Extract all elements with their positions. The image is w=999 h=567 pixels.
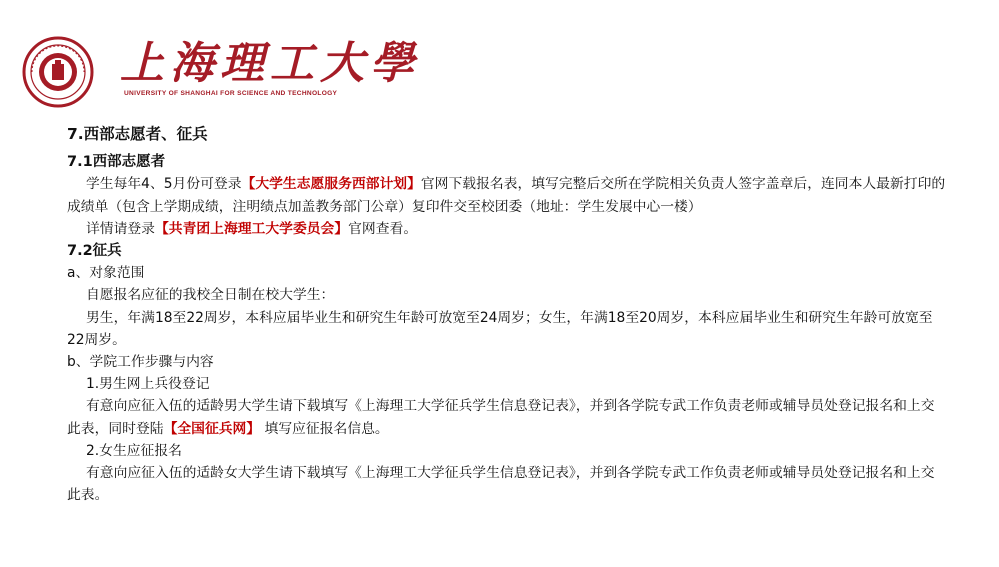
highlight-link: 【共青团上海理工大学委员会】 — [154, 220, 349, 237]
item-title: b、学院工作步骤与内容 — [67, 354, 214, 371]
paragraph: 自愿报名应征的我校全日制在校大学生： — [86, 287, 335, 304]
paragraph: 有意向应征入伍的适龄女大学生请下载填写《上海理工大学征兵学生信息登记表》，并到各学院专武工作负责老师或辅导员处登记报名和上交此表。 — [67, 465, 935, 504]
paragraph-text: 详情请登录 — [86, 220, 155, 237]
step-title: 1.男生网上兵役登记 — [86, 376, 210, 393]
university-seal-icon — [22, 36, 94, 108]
paragraph-text: 学生每年4、5月份可登录 — [86, 176, 242, 193]
paragraph: 男生，年满18至22周岁，本科应届毕业生和研究生年龄可放宽至24周岁；女生，年满18至20周岁，本科应届毕业生和研究生年龄可放宽至22周岁。 — [67, 309, 933, 348]
paragraph-text: 有意向应征入伍的适龄男大学生请下载填写《上海理工大学征兵学生信息登记表》，并到各学院专武工作负责老师或辅导员处登记报名和上交此表，同时登陆 — [67, 398, 935, 437]
logo-chinese-name: 上海理工大學 — [120, 38, 420, 89]
paragraph — [67, 173, 947, 217]
subsection-title: 7.1西部志愿者 — [67, 154, 166, 171]
paragraph — [67, 395, 947, 439]
university-header — [22, 36, 442, 110]
paragraph-text: 填写应征报名信息。 — [260, 420, 389, 437]
item-title: a、对象范围 — [67, 265, 145, 282]
document-body — [67, 123, 947, 506]
highlight-link: 【大学生志愿服务西部计划】 — [241, 176, 421, 193]
highlight-link: 【全国征兵网】 — [163, 420, 261, 437]
section-title: 7.西部志愿者、征兵 — [67, 125, 208, 143]
logo-english-name: UNIVERSITY OF SHANGHAI FOR SCIENCE AND TECHNOLOGY — [124, 90, 338, 97]
paragraph-text: 官网下载报名表，填写完整后交所在学院相关负责人签字盖章后，连同本人最新打印的成绩单（包含上学期成绩，注明绩点加盖教务部门公章）复印件交至校团委（地址：学生发展中心一楼） — [67, 176, 946, 215]
paragraph — [67, 218, 947, 240]
subsection-title: 7.2征兵 — [67, 243, 122, 260]
step-title: 2.女生应征报名 — [86, 442, 182, 459]
paragraph-text: 官网查看。 — [348, 220, 418, 237]
